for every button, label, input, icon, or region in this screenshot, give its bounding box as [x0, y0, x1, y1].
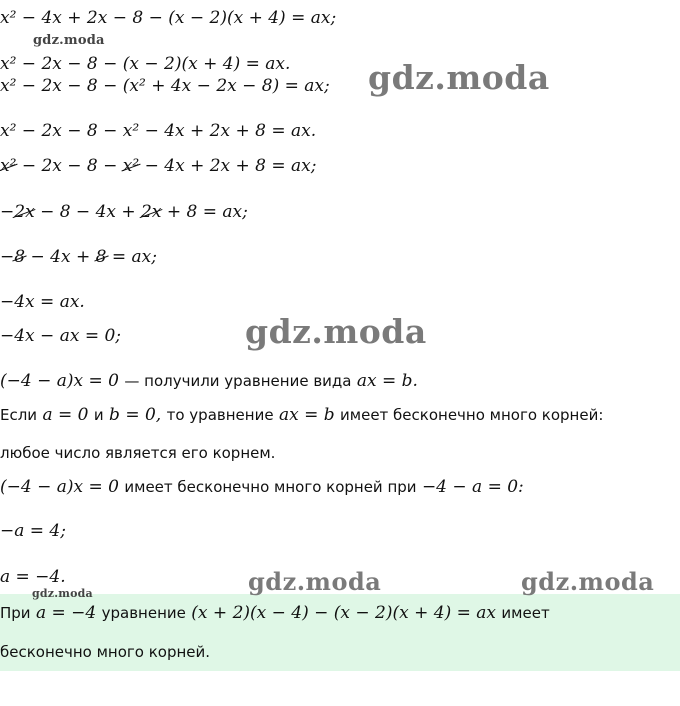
step-line-7: −8 − 4x + 8 = ax;	[0, 247, 157, 267]
answer-line-1: При a = −4 уравнение (x + 2)(x − 4) − (x − 2)(x + 4) = ax имеет	[0, 603, 550, 623]
cancelled-term: x²	[0, 156, 17, 176]
step-line-14: −a = 4;	[0, 521, 66, 541]
watermark: gdz.moda	[368, 58, 550, 97]
step-line-15: a = −4.	[0, 567, 66, 587]
step-line-11: Если a = 0 и b = 0, то уравнение ax = b имеет бесконечно много корней:	[0, 405, 604, 425]
watermark: gdz.moda	[245, 312, 427, 351]
step-line-9: −4x − ax = 0;	[0, 326, 122, 346]
explanation-text: — получили уравнение вида	[124, 372, 352, 390]
cancelled-term: 8	[14, 247, 26, 267]
step-line-1: x² − 4x + 2x − 8 − (x − 2)(x + 4) = ax;	[0, 8, 337, 28]
watermark: gdz.moda	[33, 33, 105, 48]
watermark: gdz.moda	[248, 567, 382, 596]
watermark: gdz.moda	[521, 567, 655, 596]
cancelled-term: 8	[95, 247, 107, 267]
step-line-4: x² − 2x − 8 − x² − 4x + 2x + 8 = ax.	[0, 121, 317, 141]
equation: (−4 − a)x = 0	[0, 371, 119, 391]
cancelled-term: 2x	[14, 202, 35, 222]
step-line-3: x² − 2x − 8 − (x² + 4x − 2x − 8) = ax;	[0, 76, 330, 96]
step-line-10	[0, 371, 418, 391]
step-line-6: −2x − 8 − 4x + 2x + 8 = ax;	[0, 202, 248, 222]
cancelled-term: x²	[122, 156, 140, 176]
cancelled-term: 2x	[141, 202, 162, 222]
step-line-5: x² − 2x − 8 − x² − 4x + 2x + 8 = ax;	[0, 156, 317, 176]
equation: ax = b.	[356, 371, 418, 391]
step-line-8: −4x = ax.	[0, 292, 85, 312]
watermark: gdz.moda	[32, 587, 93, 600]
step-line-2: x² − 2x − 8 − (x − 2)(x + 4) = ax.	[0, 54, 291, 74]
answer-line-2: бесконечно много корней.	[0, 643, 211, 661]
step-line-13: (−4 − a)x = 0 имеет бесконечно много корней при −4 − a = 0:	[0, 477, 524, 497]
step-line-12: любое число является его корнем.	[0, 444, 276, 462]
